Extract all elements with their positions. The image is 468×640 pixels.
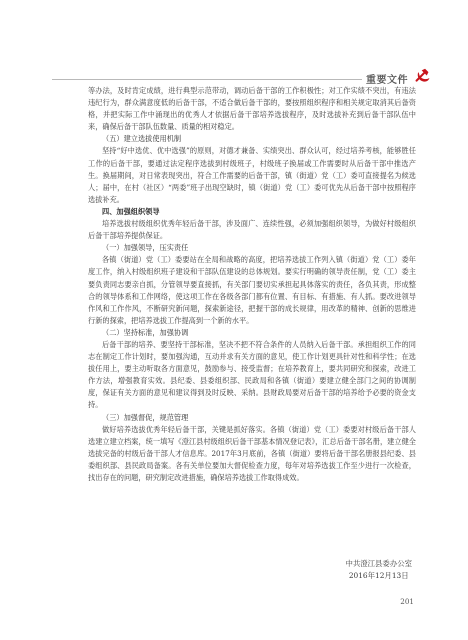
paragraph: 培养选拔村级组织优秀年轻后备干部，涉及面广、连续性强，必须加强组织领导，为做好村级组织后备干部培养提供保证。: [88, 219, 416, 241]
subheading: （一）加强领导，压实责任: [102, 243, 189, 253]
subheading: （三）加强督促，规范管理: [102, 412, 189, 422]
paragraph: 等办法，及时肯定成绩，进行典型示范带动，调动后备干部的工作积极性；对工作实绩不突出，有违法违纪行为，群众满意度低的后备干部，不适合做后备干部的，要按照组织程序和相关规定取消其后备资格，并把实际工作中涌现出的优秀人才依据后备干部培养选拔程序，及时选拔补充到后备干部队伍中来，确保后备干部队伍数量、质量的相对稳定。: [88, 86, 416, 132]
document-body: [88, 85, 416, 484]
signature-block: [345, 558, 412, 582]
paragraph: 坚持“好中选优、优中选强”的原则，对德才兼备、实绩突出、群众认可，经过培养考核，能够胜任工作的后备干部，要通过法定程序选拔到村级班子，村级班子换届或工作需要时从后备干部中推选产生。换届期间，对日常表现突出，符合工作需要的后备干部，镇（街道）党（工）委可直接提名为候选人；届中，在村（社区）“两委”班子出现空缺时，镇（街道）党（工）委可优先从后备干部中按照程序选拔补充。: [88, 146, 416, 204]
paragraph: 做好培养选拔优秀年轻后备干部，关键是抓好落实。各镇（街道）党（工）委要对村级后备干部人选建立建立档案，统一填写《澄江县村级组织后备干部基本情况登记表》，汇总后备干部名册，建立健全选拔完备的村级后备干部人才信息库。2017年3月底前，各镇（街道）要将后备干部名册报县纪委、县委组织部、县民政局备案。各有关单位要加大督促检查力度，每年对培养选拔工作至少进行一次检查，找出存在的问题，研究制定改进措施，确保培养选拔工作取得成效。: [88, 424, 416, 482]
subheading: （五）建立选拔使用机制: [102, 134, 182, 144]
paragraph: 后备干部的培养、要坚持干部标准，坚决不把不符合条件的人员纳入后备干部。承担组织工作的同志在制定工作计划时，要加强沟通，互动并求有关方面的意见，使工作计划更具针对性和科学性；在选拔任用上，要主动听取各方面意见，鼓励参与、接受监督；在培养教育上，要共同研究和探索，改进工作方法，增强教育实效。县纪委、县委组织部、民政局和各镇（街道）要建立健全部门之间的协调制度，保证有关方面的意见和建议得到及时反映、采纳。县财政局要对后备干部的培养给予必要的资金支持。: [88, 339, 416, 410]
header-title: 重要文件: [366, 75, 408, 86]
page-number: 201: [400, 597, 414, 606]
header-rule: [52, 79, 362, 80]
paragraph: 各镇（街道）党（工）委要站在全局和战略的高度，把培养选拔工作列入镇（街道）党（工）委年度工作，纳入村级组织班子建设和干部队伍建设的总体规划。要实行明确的领导责任制，党（工）委主要负责同志要亲自抓，分管领导要直接抓，有关部门要切实承担起具体落实的责任，各负其责，形成整合的领导体系和工作网络，使这项工作在各级各部门都有位置、有目标、有措施、有人抓。要改进领导作风和工作作风，不断研究新问题，探索新途径，把握干部的成长规律，用改革的精神、创新的思维进行新的探索，把培养选拔工作提高到一个新的水平。: [88, 255, 416, 325]
signature-date: 2016年12月13日: [348, 571, 409, 580]
subheading: （二）坚持标准，加强协调: [102, 327, 189, 337]
signature-org: 中共澄江县委办公室: [345, 559, 412, 568]
party-emblem-icon: [414, 67, 431, 84]
section-heading: 四、加强组织领导: [102, 206, 160, 216]
